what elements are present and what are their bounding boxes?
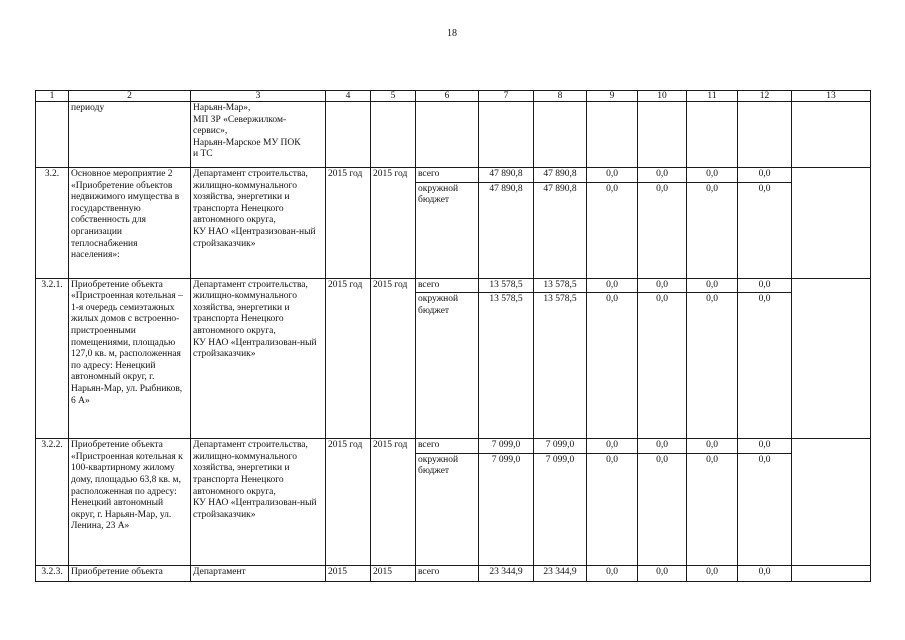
amount-2016: 0,0 [587,565,638,581]
empty-cell [792,102,871,168]
col-13-cell [792,439,871,566]
funding-source: окружной бюджет [416,453,479,565]
amount-total: 7 099,0 [479,453,534,565]
amount-2016: 0,0 [587,439,638,454]
col-header-4: 4 [326,91,371,102]
measure-end-year: 2015 год [371,168,416,279]
amount-2018: 0,0 [687,439,738,454]
amount-total: 7 099,0 [479,439,534,454]
budget-table [35,90,871,582]
amount-2015: 13 578,5 [534,293,587,439]
empty-cell [534,102,587,168]
measure-executor: Департамент строительства, жилищно-коммунального хозяйства, энергетики и транспорта Ненецкого автономного округа, КУ НАО «Централизован-ный стройзаказчик» [191,278,326,439]
measure-start-year: 2015 год [326,439,371,566]
funding-source: всего [416,278,479,293]
funding-source: всего [416,565,479,581]
amount-2016: 0,0 [587,168,638,183]
amount-2017: 0,0 [638,182,687,278]
funding-source: всего [416,439,479,454]
amount-2019: 0,0 [738,168,792,183]
amount-2015: 47 890,8 [534,182,587,278]
amount-2016: 0,0 [587,278,638,293]
col-header-11: 11 [687,91,738,102]
empty-cell [587,102,638,168]
empty-cell [687,102,738,168]
amount-2017: 0,0 [638,168,687,183]
empty-cell [738,102,792,168]
col-header-12: 12 [738,91,792,102]
measure-row [36,439,871,454]
measure-code: 3.2. [36,168,69,279]
measure-name: Основное мероприятие 2 «Приобретение объектов недвижимого имущества в государственную собственность для организации теплоснабжения населения»: [69,168,191,279]
column-number-header-row [36,91,871,102]
amount-2016: 0,0 [587,293,638,439]
funding-source: окружной бюджет [416,182,479,278]
measure-row [36,565,871,581]
measure-code: 3.2.1. [36,278,69,439]
amount-2019: 0,0 [738,278,792,293]
measure-executor: Департамент строительства, жилищно-коммунального хозяйства, энергетики и транспорта Ненецкого автономного округа, КУ НАО «Централизован-ный стройзаказчик» [191,439,326,566]
amount-2015: 13 578,5 [534,278,587,293]
col-13-cell [792,565,871,581]
amount-total: 13 578,5 [479,278,534,293]
amount-2017: 0,0 [638,278,687,293]
measure-name: Приобретение объекта «Пристроенная котельная к 100-квартирному жилому дому, площадью 63,8 кв. м, расположенная по адресу: Ненецкий автономный округ, г. Нарьян-Мар, ул. Ленина, 23 А» [69,439,191,566]
measure-row [36,278,871,293]
measure-row [36,168,871,183]
amount-total: 13 578,5 [479,293,534,439]
amount-2019: 0,0 [738,453,792,565]
col-header-9: 9 [587,91,638,102]
continuation-row [36,102,871,168]
col-header-6: 6 [416,91,479,102]
amount-2018: 0,0 [687,278,738,293]
amount-2019: 0,0 [738,293,792,439]
col-header-10: 10 [638,91,687,102]
amount-2017: 0,0 [638,293,687,439]
amount-2016: 0,0 [587,453,638,565]
amount-2015: 23 344,9 [534,565,587,581]
measure-executor: Департамент [191,565,326,581]
amount-2017: 0,0 [638,565,687,581]
measure-start-year: 2015 [326,565,371,581]
measure-name: Приобретение объекта [69,565,191,581]
measure-name: Приобретение объекта «Пристроенная котельная – 1-я очередь семиэтажных жилых домов с встроенно-пристроенными помещениями, площадью 127,0 кв. м, расположенная по адресу: Ненецкий автономный округ, г. Нарьян-Мар, ул. Рыбников, 6 А» [69,278,191,439]
amount-total: 47 890,8 [479,182,534,278]
col-header-2: 2 [69,91,191,102]
amount-2017: 0,0 [638,453,687,565]
amount-2018: 0,0 [687,453,738,565]
funding-source: всего [416,168,479,183]
col-header-13: 13 [792,91,871,102]
col-header-8: 8 [534,91,587,102]
col-13-cell [792,168,871,279]
page-number: 18 [447,28,457,39]
col-header-1: 1 [36,91,69,102]
empty-cell [416,102,479,168]
amount-2018: 0,0 [687,182,738,278]
amount-2019: 0,0 [738,565,792,581]
col-header-7: 7 [479,91,534,102]
amount-2018: 0,0 [687,168,738,183]
cont-executor-cell: Нарьян-Мар», МП ЗР «Севержилком- сервис», Нарьян-Марское МУ ПОК и ТС [191,102,326,168]
measure-start-year: 2015 год [326,168,371,279]
amount-2019: 0,0 [738,182,792,278]
empty-cell [371,102,416,168]
amount-2017: 0,0 [638,439,687,454]
measure-code: 3.2.2. [36,439,69,566]
measure-code: 3.2.3. [36,565,69,581]
measure-executor: Департамент строительства, жилищно-коммунального хозяйства, энергетики и транспорта Ненецкого автономного округа, КУ НАО «Центразизован-ный стройзаказчик» [191,168,326,279]
amount-total: 47 890,8 [479,168,534,183]
amount-2015: 7 099,0 [534,439,587,454]
measure-start-year: 2015 год [326,278,371,439]
measure-end-year: 2015 год [371,278,416,439]
col-13-cell [792,278,871,439]
empty-cell [326,102,371,168]
amount-2019: 0,0 [738,439,792,454]
amount-2015: 47 890,8 [534,168,587,183]
empty-cell [638,102,687,168]
amount-2018: 0,0 [687,293,738,439]
cont-name-cell: периоду [69,102,191,168]
funding-source: окружной бюджет [416,293,479,439]
amount-2016: 0,0 [587,182,638,278]
measure-end-year: 2015 [371,565,416,581]
amount-2018: 0,0 [687,565,738,581]
col-header-5: 5 [371,91,416,102]
cont-code-cell [36,102,69,168]
amount-2015: 7 099,0 [534,453,587,565]
amount-total: 23 344,9 [479,565,534,581]
measure-end-year: 2015 год [371,439,416,566]
empty-cell [479,102,534,168]
col-header-3: 3 [191,91,326,102]
